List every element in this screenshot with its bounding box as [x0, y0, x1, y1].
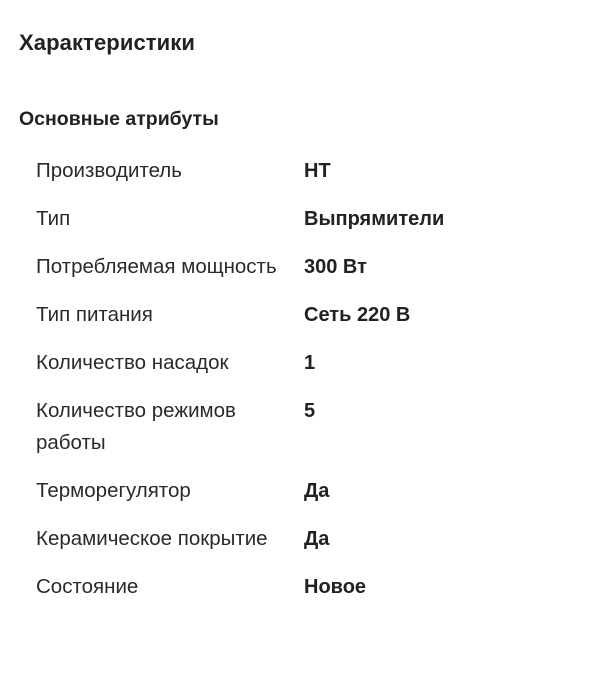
attribute-label: Тип [36, 207, 71, 230]
attribute-row-manufacturer [36, 155, 596, 203]
page-title: Характеристики [19, 30, 196, 55]
attribute-row-power [36, 251, 596, 299]
attribute-value: Выпрямители [304, 208, 445, 230]
attribute-label: Потребляемая мощность [36, 255, 277, 278]
attribute-label: Керамическое покрытие [36, 527, 268, 550]
section-title-main-attributes: Основные атрибуты [19, 108, 219, 130]
attribute-value: Да [304, 528, 330, 550]
attribute-label: Состояние [36, 575, 139, 598]
attributes-list [36, 155, 596, 619]
attribute-value: Сеть 220 В [304, 304, 411, 326]
attribute-row-attachments-count [36, 347, 596, 395]
attribute-value: Новое [304, 576, 367, 598]
attribute-row-ceramic-coating [36, 523, 596, 571]
attribute-row-thermostat [36, 475, 596, 523]
attribute-value: 5 [304, 400, 316, 422]
attribute-value: 300 Вт [304, 256, 367, 278]
attribute-value: 1 [304, 352, 316, 374]
attribute-row-type [36, 203, 596, 251]
attribute-label: Количество насадок [36, 351, 229, 374]
attribute-label: Количество режимов работы [36, 399, 236, 454]
attribute-value: HT [304, 160, 331, 182]
attribute-row-condition [36, 571, 596, 619]
attribute-row-power-supply [36, 299, 596, 347]
attribute-label: Терморегулятор [36, 479, 191, 502]
attribute-label: Производитель [36, 159, 182, 182]
attribute-label: Тип питания [36, 303, 153, 326]
attribute-value: Да [304, 480, 330, 502]
attribute-row-modes-count [36, 395, 596, 475]
